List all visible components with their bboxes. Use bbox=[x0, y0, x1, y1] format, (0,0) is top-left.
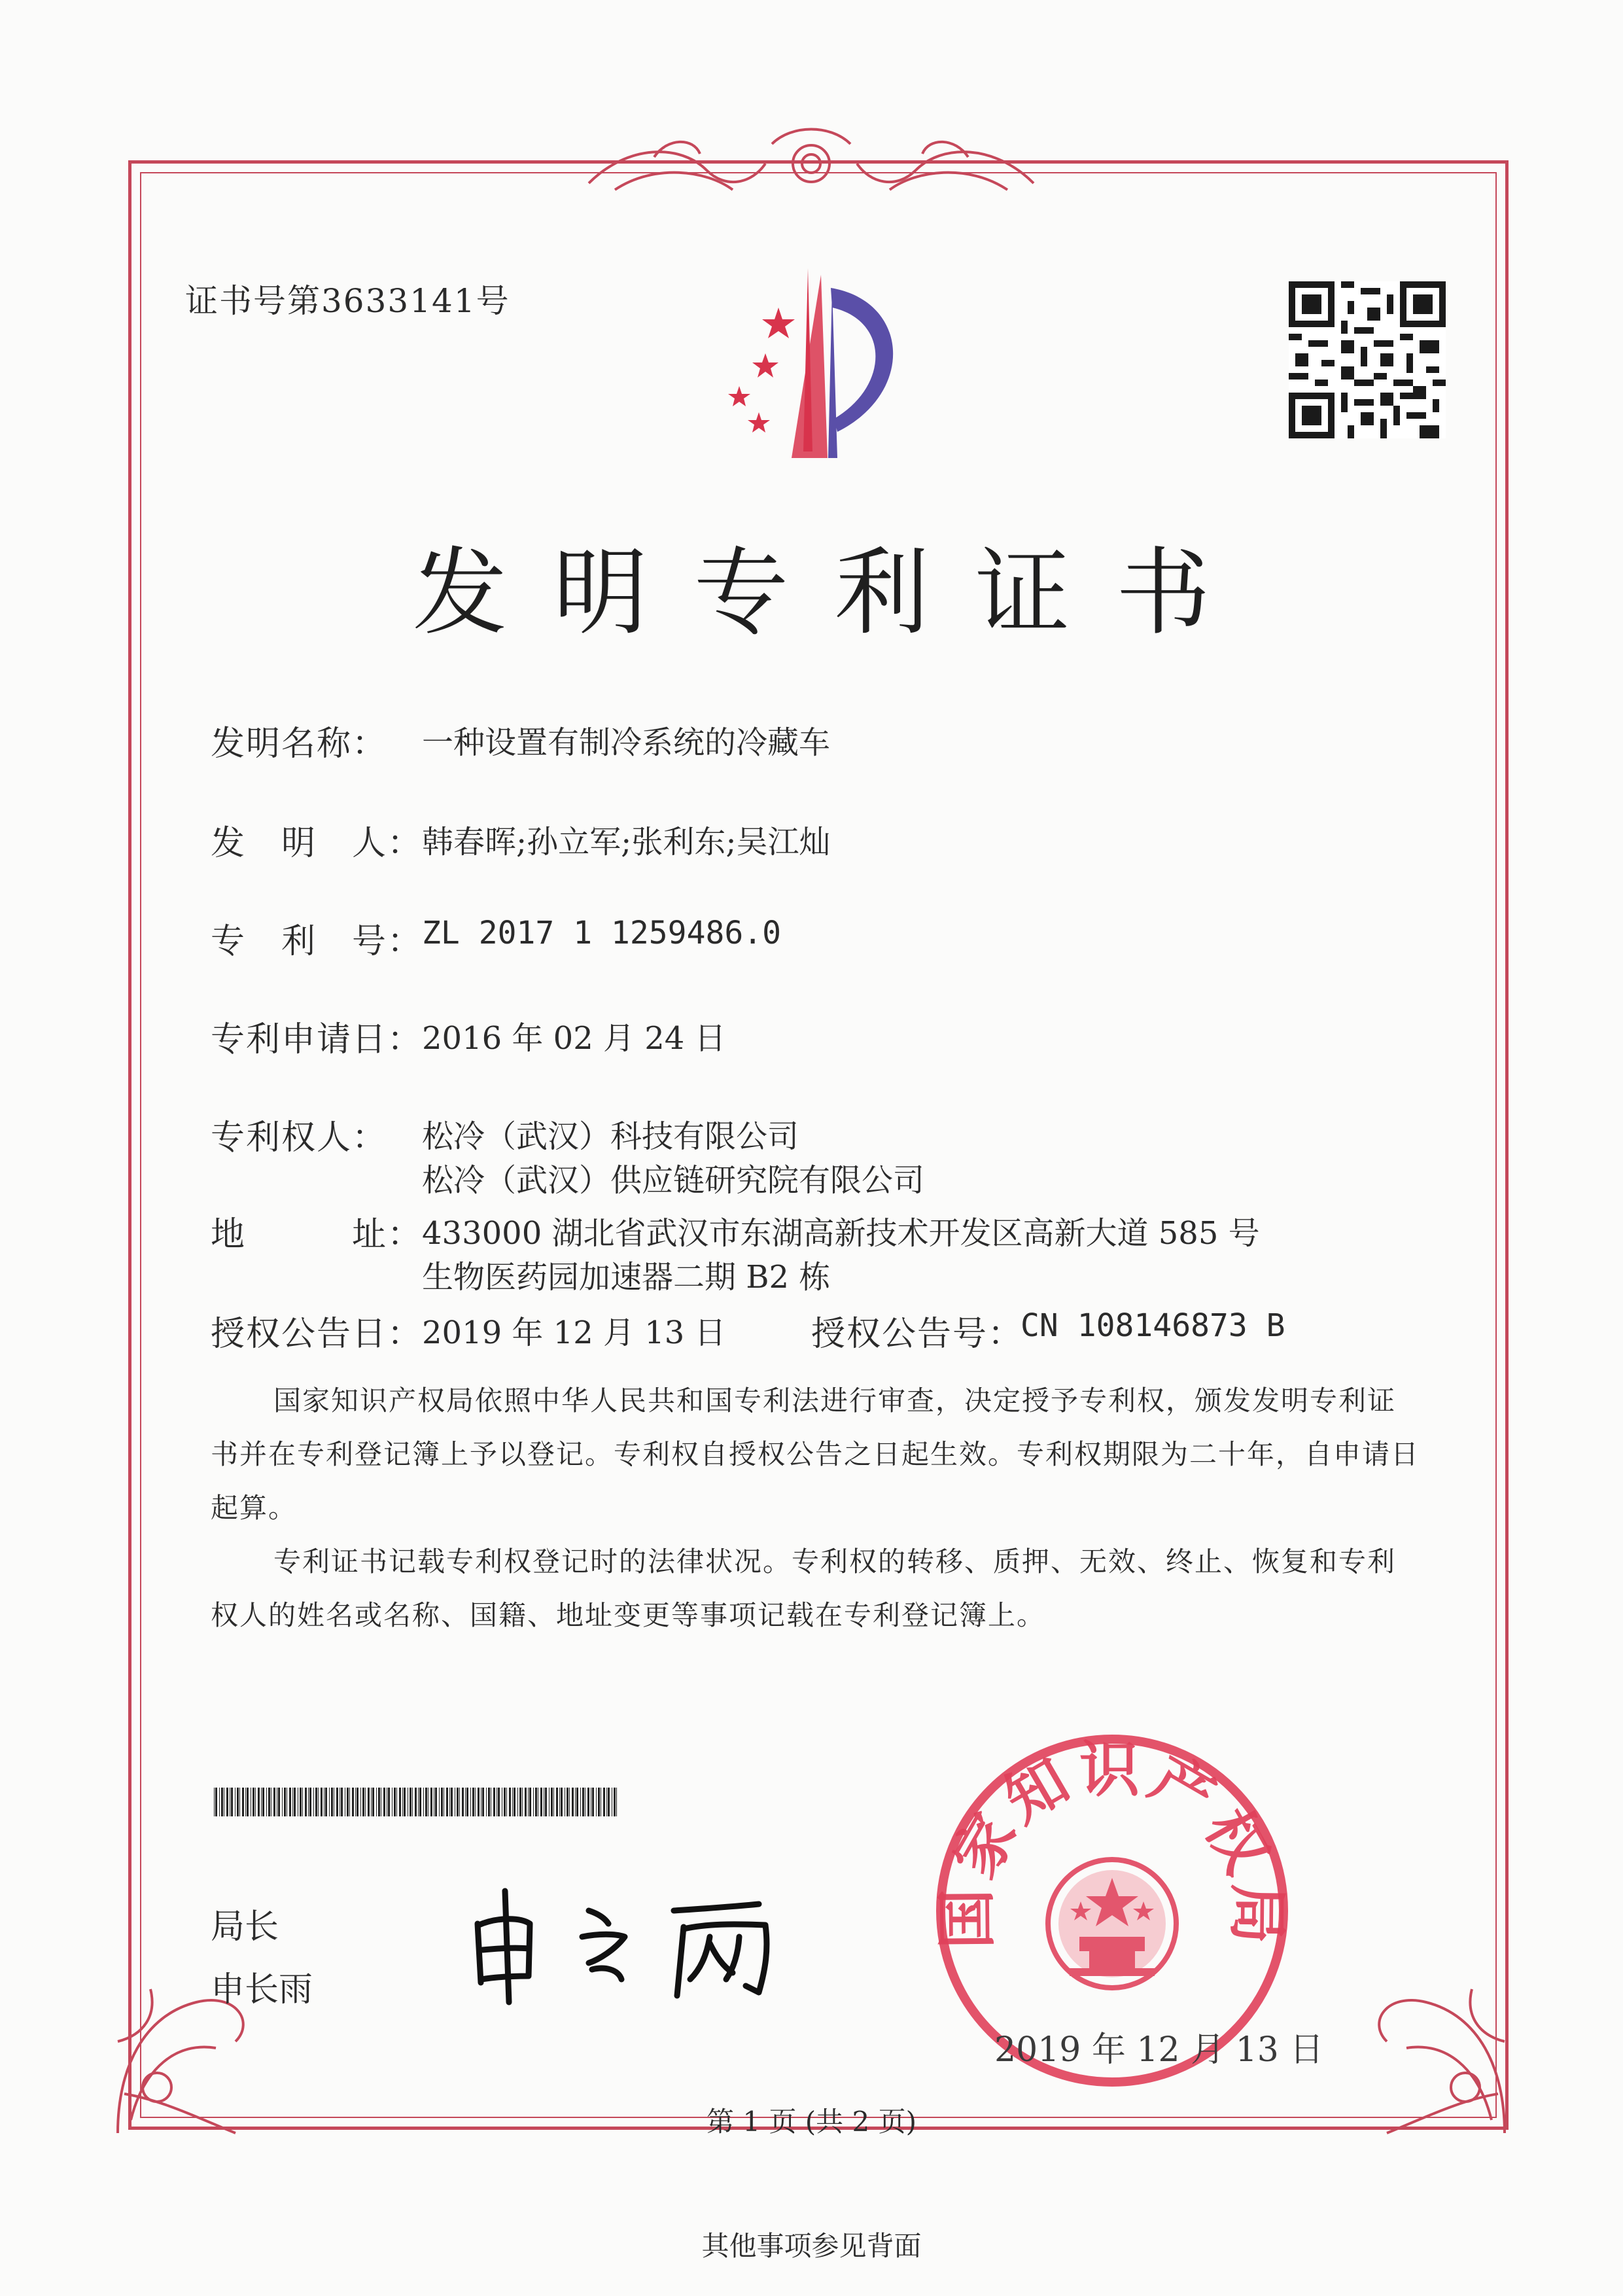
body-paragraph-2: 专利证书记载专利权登记时的法律状况。专利权的转移、质押、无效、终止、恢复和专利权人的姓名或名称、国籍、地址变更等事项记载在专利登记簿上。 bbox=[211, 1545, 1397, 1631]
inventors-value: 韩春晖;孙立军;张利东;吴江灿 bbox=[422, 824, 831, 860]
seal-text: 国家知识产权局 bbox=[932, 1735, 1293, 1950]
grant-date-value: 2019 年 12 月 13 日 bbox=[422, 1315, 726, 1351]
back-note: 其他事项参见背面 bbox=[701, 2230, 922, 2262]
address-value-line1: 433000 湖北省武汉市东湖高新技术开发区高新大道 585 号 bbox=[422, 1215, 1260, 1252]
grant-date-label: 授权公告日： bbox=[211, 1315, 423, 1354]
certificate-number: 证书号第3633141号 bbox=[185, 282, 510, 320]
director-signature-icon bbox=[458, 1878, 824, 2009]
inventors-label: 发 明 人： bbox=[211, 824, 423, 863]
top-ornament-icon bbox=[576, 118, 1047, 209]
application-date-label: 专利申请日： bbox=[211, 1020, 423, 1059]
address-label: 地 址： bbox=[211, 1215, 423, 1254]
body-text bbox=[211, 1374, 1421, 1642]
grant-no-value: CN 108146873 B bbox=[1021, 1307, 1285, 1344]
address-value-line2: 生物医药园加速器二期 B2 栋 bbox=[422, 1259, 831, 1296]
director-title: 局长 bbox=[211, 1907, 279, 1947]
patent-no-label: 专 利 号： bbox=[211, 922, 423, 961]
invention-name-value: 一种设置有制冷系统的冷藏车 bbox=[422, 724, 831, 761]
patentee-label: 专利权人： bbox=[211, 1118, 388, 1157]
body-paragraph-1: 国家知识产权局依照中华人民共和国专利法进行审查，决定授予专利权，颁发发明专利证书并在专利登记簿上予以登记。专利权自授权公告之日起生效。专利权期限为二十年，自申请日起算。 bbox=[211, 1385, 1420, 1524]
seal-date: 2019 年 12 月 13 日 bbox=[994, 2030, 1324, 2070]
director-name: 申长雨 bbox=[211, 1970, 313, 2009]
qr-code-icon bbox=[1289, 281, 1446, 438]
certificate-title: 发明专利证书 bbox=[412, 538, 1257, 648]
patentee-value-line1: 松冷（武汉）科技有限公司 bbox=[422, 1118, 799, 1155]
invention-name-label: 发明名称： bbox=[211, 724, 388, 764]
cnipa-logo-icon bbox=[693, 262, 942, 471]
application-date-value: 2016 年 02 月 24 日 bbox=[422, 1020, 726, 1057]
barcode-icon bbox=[214, 1788, 620, 1816]
grant-no-label: 授权公告号： bbox=[811, 1315, 1024, 1354]
patent-no-value: ZL 2017 1 1259486.0 bbox=[422, 915, 782, 951]
patentee-value-line2: 松冷（武汉）供应链研究院有限公司 bbox=[422, 1162, 925, 1199]
page-number: 第 1 页 (共 2 页) bbox=[707, 2106, 916, 2138]
